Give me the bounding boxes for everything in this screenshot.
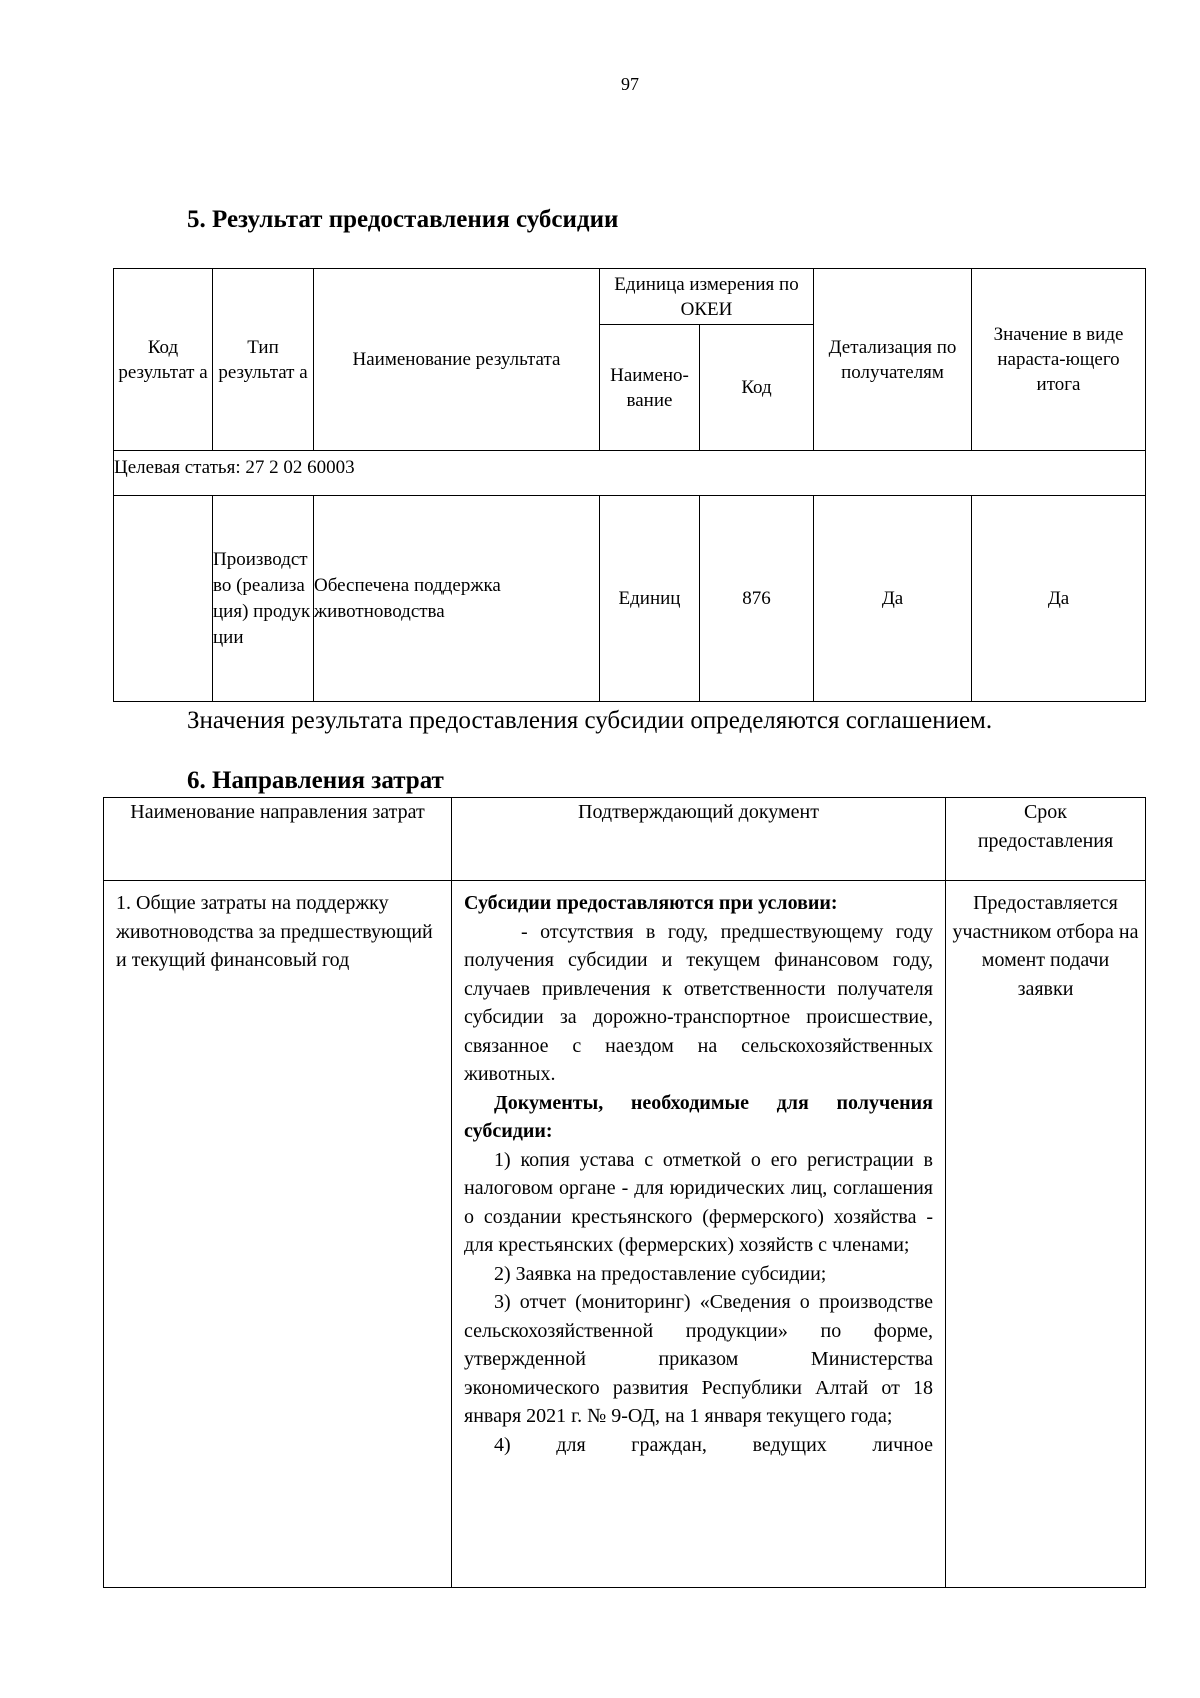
condition-heading: Субсидии предоставляются при условии: (464, 892, 838, 914)
costs-table (103, 797, 1146, 1588)
col-unit-name-header: Наимено-вание (600, 325, 700, 451)
document-item-2: 2) Заявка на предоставление субсидии; (494, 1262, 827, 1285)
results-note: Значения результата предоставления субсидии определяются соглашением. (187, 707, 993, 734)
cumulative-cell: Да (972, 496, 1146, 702)
page-number: 97 (621, 74, 639, 94)
direction-cell: 1. Общие затраты на поддержку животноводства за предшествующий и текущий финансовый год (104, 881, 452, 1588)
col-detail-header: Детализация по получателям (814, 269, 972, 451)
unit-name-cell: Единиц (600, 496, 700, 702)
col-type-header: Тип результат а (213, 269, 314, 451)
section-6-heading: 6. Направления затрат (187, 767, 444, 794)
term-cell: Предоставляется участником отбора на момент подачи заявки (946, 881, 1146, 1588)
target-article: Целевая статья: 27 2 02 60003 (114, 451, 1146, 496)
document-item-4: 4) для граждан, ведущих личное (494, 1433, 933, 1456)
col-document-header: Подтверждающий документ (452, 798, 946, 881)
document-cell (452, 881, 946, 1588)
result-name-cell: Обеспечена поддержка животноводства (314, 496, 600, 702)
col-unit-code-header: Код (700, 325, 814, 451)
unit-code-cell: 876 (700, 496, 814, 702)
document-item-3: 3) отчет (мониторинг) «Сведения о производстве сельскохозяйственной продукции» по форме, утвержденной приказом Министерства экономического развития Республики Алтай от 18 января 2021 г. № 9-ОД, на 1 января текущего года; (464, 1291, 933, 1427)
results-table (113, 268, 1146, 702)
documents-heading: Документы, необходимые для получения субсидии: (464, 1091, 933, 1142)
document-item-1: 1) копия устава с отметкой о его регистрации в налоговом органе - для юридических лиц, соглашения о создании крестьянского (фермерского) хозяйства - для крестьянских (фермерских) хозяйств с членами; (464, 1148, 933, 1256)
result-code-cell (114, 496, 213, 702)
col-unit-group-header: Единица измерения по ОКЕИ (600, 269, 814, 325)
col-code-header: Код результат а (114, 269, 213, 451)
col-cumulative-header: Значение в виде нараста-ющего итога (972, 269, 1146, 451)
detail-cell: Да (814, 496, 972, 702)
col-term-header: Срок предоставления (946, 798, 1146, 881)
col-name-header: Наименование результата (314, 269, 600, 451)
col-direction-header: Наименование направления затрат (104, 798, 452, 881)
result-type-cell: Производство (реализация) продукции (213, 496, 314, 702)
condition-text: - отсутствия в году, предшествующему году получения субсидии и текущем финансовом году, случаев привлечения к ответственности получателя субсидии за дорожно-транспортное происшествие, связанное с наездом на сельскохозяйственных животных. (464, 920, 933, 1085)
section-5-heading: 5. Результат предоставления субсидии (187, 206, 619, 233)
